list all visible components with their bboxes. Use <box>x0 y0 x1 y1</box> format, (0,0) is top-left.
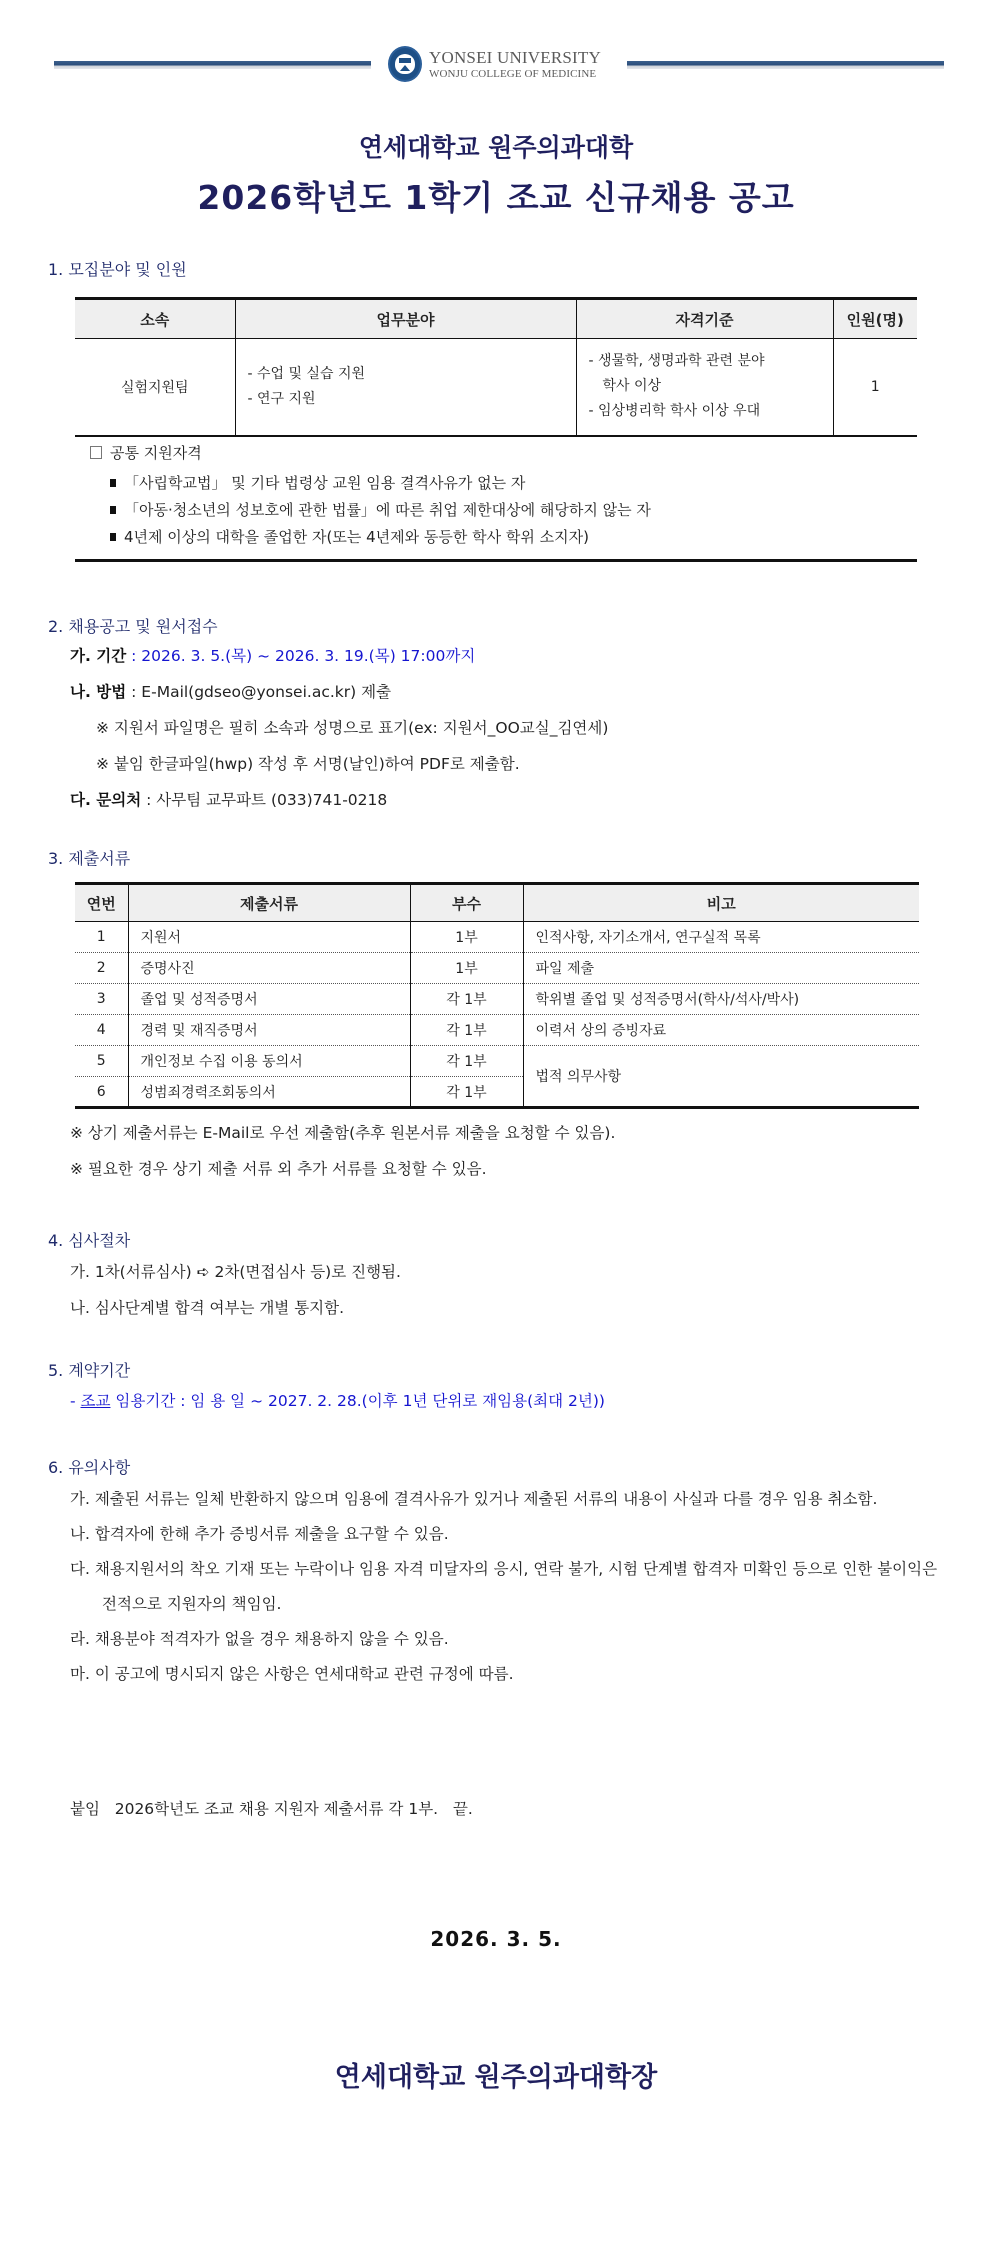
cell-document: 지원서 <box>128 922 410 953</box>
bullet-square-icon <box>110 506 116 514</box>
section-heading-notes: 6. 유의사항 <box>48 1458 131 1477</box>
cell-no: 2 <box>75 953 128 984</box>
list-item <box>110 470 651 497</box>
col-header-copies: 부수 <box>410 884 523 922</box>
common-qualifications-list <box>110 470 651 551</box>
list-item <box>110 497 651 524</box>
additional-docs-note: ※ 필요한 경우 상기 제출 서류 외 추가 서류를 요청할 수 있음. <box>70 1160 487 1178</box>
note-item: 나. 합격자에 한해 추가 증빙서류 제출을 요구할 수 있음. <box>70 1525 449 1543</box>
cell-qualifications <box>576 339 833 436</box>
section-heading-application: 2. 채용공고 및 원서접수 <box>48 617 218 636</box>
cell-copies: 각 1부 <box>410 1046 523 1077</box>
cell-note: 파일 제출 <box>523 953 919 984</box>
contract-period <box>70 1389 605 1411</box>
list-item-text: 「사립학교법」 및 기타 법령상 교원 임용 결격사유가 없는 자 <box>124 474 526 492</box>
col-header-duties: 업무분야 <box>235 299 576 339</box>
note-item: 다. 채용지원서의 착오 기재 또는 누락이나 임용 자격 미달자의 응시, 연락 불가, 시험 단계별 합격자 미확인 등으로 인한 불이익은 전적으로 지원자의 책임임. <box>70 1560 938 1613</box>
contact-label: 다. 문의처 <box>70 791 142 809</box>
table-row <box>75 922 919 953</box>
cell-no: 4 <box>75 1015 128 1046</box>
email-first-note: ※ 상기 제출서류는 E-Mail로 우선 제출함(추후 원본서류 제출을 요청할 수 있음). <box>70 1124 616 1142</box>
checkbox-square-icon <box>90 446 102 459</box>
qualification-item: - 임상병리학 학사 이상 우대 <box>588 403 761 420</box>
method-label: 나. 방법 <box>70 683 127 701</box>
announcement-date: 2026. 3. 5. <box>430 1927 562 1951</box>
common-title-text: 공통 지원자격 <box>110 444 202 462</box>
list-item-text: 「아동·청소년의 성보호에 관한 법률」에 따른 취업 제한대상에 해당하지 않는 자 <box>124 501 651 519</box>
application-period <box>70 644 475 666</box>
cell-note: 인적사항, 자기소개서, 연구실적 목록 <box>523 922 919 953</box>
cell-count: 1 <box>833 339 917 436</box>
method-value: : E-Mail(gdseo@yonsei.ac.kr) 제출 <box>131 683 392 701</box>
contract-position: 조교 <box>80 1392 111 1410</box>
cell-note: 학위별 졸업 및 성적증명서(학사/석사/박사) <box>523 984 919 1015</box>
cell-no: 6 <box>75 1077 128 1108</box>
col-header-no: 연번 <box>75 884 128 922</box>
bullet-square-icon <box>110 533 116 541</box>
table-row <box>75 1015 919 1046</box>
note-item: 가. 제출된 서류는 일체 반환하지 않으며 임용에 결격사유가 있거나 제출된 서류의 내용이 사실과 다를 경우 임용 취소함. <box>70 1490 878 1508</box>
cell-copies: 각 1부 <box>410 1015 523 1046</box>
table-row <box>75 339 917 436</box>
section-divider <box>75 559 917 562</box>
contract-prefix: - <box>70 1392 81 1410</box>
qualification-item: - 생물학, 생명과학 관련 분야 <box>588 353 765 370</box>
screening-step: 가. 1차(서류심사) ➪ 2차(면접심사 등)로 진행됨. <box>70 1263 401 1281</box>
col-header-affiliation: 소속 <box>75 299 235 339</box>
cell-document: 개인정보 수집 이용 동의서 <box>128 1046 410 1077</box>
cell-document: 졸업 및 성적증명서 <box>128 984 410 1015</box>
attachment-line: 붙임 2026학년도 조교 채용 지원자 제출서류 각 1부. 끝. <box>70 1800 473 1818</box>
duty-item: - 연구 지원 <box>247 390 316 407</box>
table-header-row <box>75 299 917 339</box>
contact-value: : 사무팀 교무파트 (033)741-0218 <box>146 791 388 809</box>
contract-term: 임용기간 : 임 용 일 ~ 2027. 2. 28.(이후 1년 단위로 재임용(최대 2년)) <box>110 1392 605 1410</box>
qualification-item: 학사 이상 <box>602 378 662 395</box>
header-rule-left <box>54 61 371 69</box>
note-item: 라. 채용분야 적격자가 없을 경우 채용하지 않을 수 있음. <box>70 1630 449 1648</box>
section-heading-contract: 5. 계약기간 <box>48 1361 131 1380</box>
col-header-qualifications: 자격기준 <box>576 299 833 339</box>
table-header-row <box>75 884 919 922</box>
cell-copies: 각 1부 <box>410 1077 523 1108</box>
col-header-count: 인원(명) <box>833 299 917 339</box>
list-item-text: 4년제 이상의 대학을 졸업한 자(또는 4년제와 동등한 학사 학위 소지자) <box>124 528 589 546</box>
header-rule-right <box>627 61 944 69</box>
duty-item: - 수업 및 실습 지원 <box>247 365 366 382</box>
notes-list <box>70 1482 950 1692</box>
cell-duties <box>235 339 576 436</box>
university-seal-icon <box>388 46 422 82</box>
cell-copies: 각 1부 <box>410 984 523 1015</box>
cell-document: 경력 및 재직증명서 <box>128 1015 410 1046</box>
screening-notification: 나. 심사단계별 합격 여부는 개별 통지함. <box>70 1299 345 1317</box>
col-header-document: 제출서류 <box>128 884 410 922</box>
logo-university-name: YONSEI UNIVERSITY <box>429 47 601 67</box>
list-item <box>110 524 651 551</box>
section-heading-recruitment: 1. 모집분야 및 인원 <box>48 260 187 279</box>
table-row <box>75 984 919 1015</box>
cell-no: 1 <box>96 929 106 945</box>
cell-copies: 1부 <box>410 953 523 984</box>
application-method <box>70 680 391 702</box>
cell-note-merged: 법적 의무사항 <box>523 1046 919 1108</box>
cell-affiliation: 실험지원팀 <box>120 379 189 396</box>
col-header-note: 비고 <box>523 884 919 922</box>
document-title: 2026학년도 1학기 조교 신규채용 공고 <box>197 178 795 217</box>
contact-info <box>70 788 387 810</box>
section-heading-screening: 4. 심사절차 <box>48 1231 131 1250</box>
signatory: 연세대학교 원주의과대학장 <box>334 2062 658 2093</box>
logo-college-name: WONJU COLLEGE OF MEDICINE <box>429 67 597 80</box>
bullet-square-icon <box>110 479 116 487</box>
cell-no: 3 <box>75 984 128 1015</box>
section-heading-documents: 3. 제출서류 <box>48 849 131 868</box>
pdf-note: ※ 붙임 한글파일(hwp) 작성 후 서명(날인)하여 PDF로 제출함. <box>96 755 520 773</box>
recruitment-table <box>75 297 917 437</box>
note-item: 마. 이 공고에 명시되지 않은 사항은 연세대학교 관련 규정에 따름. <box>70 1665 514 1683</box>
cell-copies: 1부 <box>410 922 523 953</box>
document-subtitle: 연세대학교 원주의과대학 <box>358 133 634 162</box>
common-qualifications-title <box>90 442 202 463</box>
table-row <box>75 953 919 984</box>
table-row <box>75 1046 919 1077</box>
period-label: 가. 기간 <box>70 647 127 665</box>
cell-document: 증명사진 <box>128 953 410 984</box>
university-logo <box>388 44 601 84</box>
period-value: : 2026. 3. 5.(목) ~ 2026. 3. 19.(목) 17:00까지 <box>131 647 476 665</box>
filename-note: ※ 지원서 파일명은 필히 소속과 성명으로 표기(ex: 지원서_OO교실_김연세) <box>96 719 609 737</box>
documents-table <box>75 882 919 1109</box>
cell-note: 이력서 상의 증빙자료 <box>523 1015 919 1046</box>
cell-no: 5 <box>75 1046 128 1077</box>
cell-document: 성범죄경력조회동의서 <box>128 1077 410 1108</box>
